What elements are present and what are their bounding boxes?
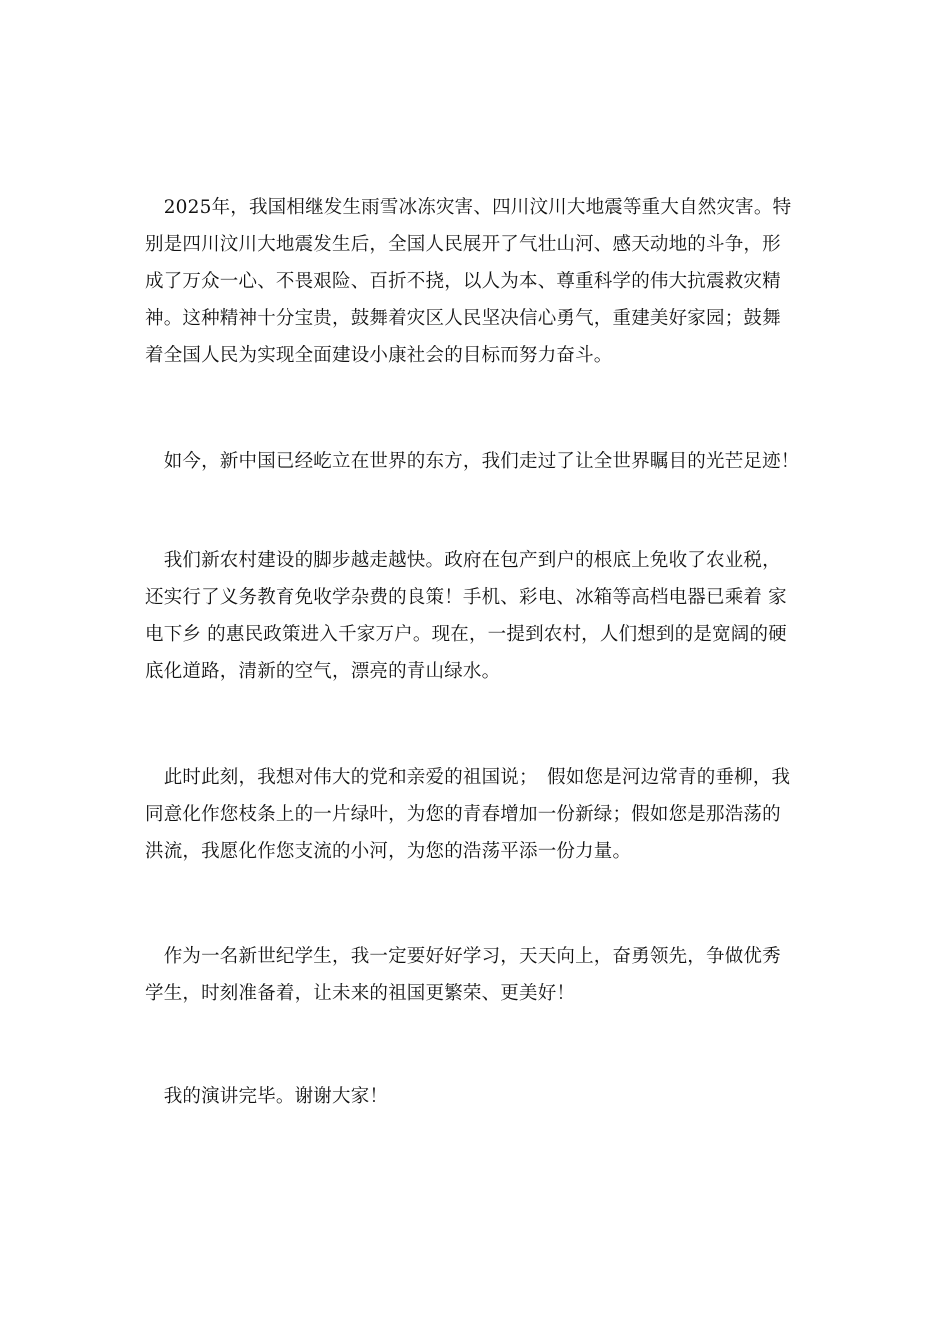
paragraph-4-line-1: 此时此刻，我想对伟大的党和亲爱的祖国说； 假如您是河边常青的垂柳，我 (145, 767, 791, 788)
paragraph-3-line-3: 电下乡 的惠民政策进入千家万户。现在，一提到农村，人们想到的是宽阔的硬 (145, 624, 787, 645)
paragraph-3-line-4: 底化道路，清新的空气，漂亮的青山绿水。 (145, 661, 501, 682)
paragraph-1-line-4: 神。这种精神十分宝贵，鼓舞着灾区人民坚决信心勇气，重建美好家园；鼓舞 (145, 308, 781, 329)
paragraph-4-line-2: 同意化作您枝条上的一片绿叶，为您的青春增加一份新绿；假如您是那浩荡的 (145, 804, 781, 825)
paragraph-3-line-2: 还实行了义务教育免收学杂费的良策！手机、彩电、冰箱等高档电器已乘着 家 (145, 587, 787, 608)
paragraph-5-line-2: 学生，时刻准备着，让未来的祖国更繁荣、更美好！ (145, 983, 576, 1004)
paragraph-5-line-1: 作为一名新世纪学生，我一定要好好学习，天天向上，奋勇领先，争做优秀 (145, 946, 781, 967)
paragraph-4-line-3: 洪流，我愿化作您支流的小河，为您的浩荡平添一份力量。 (145, 841, 632, 862)
paragraph-1-line-3: 成了万众一心、不畏艰险、百折不挠，以人为本、尊重科学的伟大抗震救灾精 (145, 271, 781, 292)
paragraph-6-line-1: 我的演讲完毕。谢谢大家！ (145, 1086, 389, 1107)
paragraph-2-line-1: 如今，新中国已经屹立在世界的东方，我们走过了让全世界瞩目的光芒足迹！ (145, 451, 800, 472)
paragraph-1-line-5: 着全国人民为实现全面建设小康社会的目标而努力奋斗。 (145, 345, 613, 366)
paragraph-1-line-2: 别是四川汶川大地震发生后，全国人民展开了气壮山河、感天动地的斗争，形 (145, 234, 781, 255)
paragraph-3-line-1: 我们新农村建设的脚步越走越快。政府在包产到户的根底上免收了农业税， (145, 550, 781, 571)
paragraph-1-line-1: 2025年，我国相继发生雨雪冰冻灾害、四川汶川大地震等重大自然灾害。特 (145, 197, 792, 218)
